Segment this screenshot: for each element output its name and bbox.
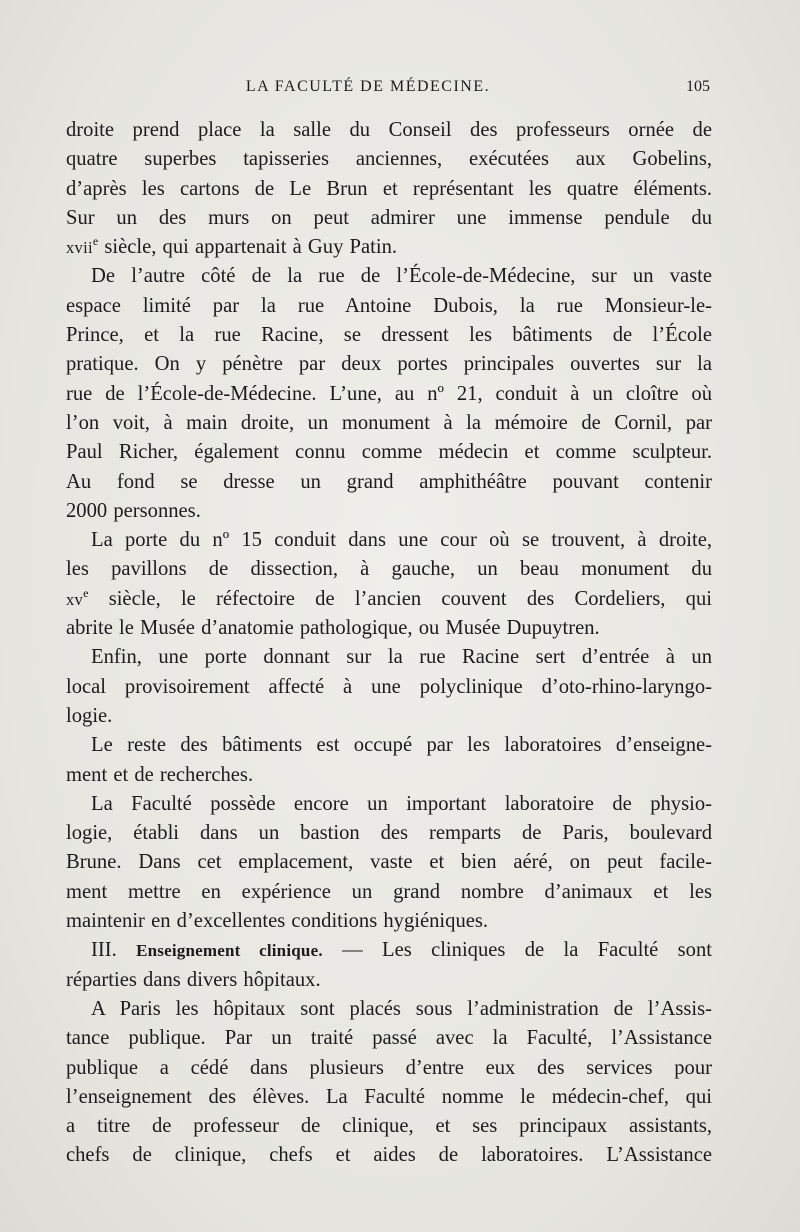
text-line: quatre superbes tapisseries anciennes, exécutées aux Gobelins,: [66, 148, 712, 171]
text-line: A Paris les hôpitaux sont placés sous l’administration de l’Assis-: [91, 997, 712, 1020]
text-line: [66, 233, 712, 262]
body-text: [66, 116, 712, 1171]
section-heading: Enseignement clinique.: [136, 941, 323, 961]
century-numeral: xvii: [66, 238, 93, 258]
text-line: La Faculté possède encore un important laboratoire de physio-: [91, 792, 712, 815]
paragraph: [66, 995, 712, 1171]
text-line: [66, 585, 712, 614]
text-line: a titre de professeur de clinique, et ses principaux assistants,: [66, 1115, 712, 1138]
section-number: III.: [91, 939, 117, 962]
paragraph: [66, 643, 712, 731]
text-line: maintenir en d’excellentes conditions hygiéniques.: [66, 910, 489, 933]
page-header: [66, 78, 710, 104]
text-line: rue de l’École-de-Médecine. L’une, au nº 21, conduit à un cloître où: [66, 382, 712, 405]
text-line: Paul Richer, également connu comme médecin et comme sculpteur.: [66, 441, 712, 464]
text-line: Sur un des murs on peut admirer une immense pendule du: [66, 206, 712, 229]
text-line: [66, 936, 712, 965]
text-line: De l’autre côté de la rue de l’École-de-Médecine, sur un vaste: [91, 265, 712, 288]
text-line: logie, établi dans un bastion des remparts de Paris, boulevard: [66, 822, 712, 845]
text-line: les pavillons de dissection, à gauche, un beau monument du: [66, 558, 712, 581]
paragraph: [66, 116, 712, 262]
text-line: l’on voit, à main droite, un monument à la mémoire de Cornil, par: [66, 411, 712, 434]
text-line: pratique. On y pénètre par deux portes principales ouvertes sur la: [66, 353, 712, 376]
text-line: Au fond se dresse un grand amphithéâtre pouvant contenir: [66, 470, 712, 493]
text-line: local provisoirement affecté à une polyclinique d’oto-rhino-laryngo-: [66, 675, 712, 698]
paragraph: [66, 731, 712, 790]
text-line: ment et de recherches.: [66, 763, 254, 786]
text-line: abrite le Musée d’anatomie pathologique, ou Musée Dupuytren.: [66, 617, 600, 640]
text-line: droite prend place la salle du Conseil des professeurs ornée de: [66, 119, 712, 141]
section-paragraph: [66, 936, 712, 995]
text-line: publique a cédé dans plusieurs d’entre eux des services pour: [66, 1056, 712, 1079]
text-line: Brune. Dans cet emplacement, vaste et bien aéré, on peut facile-: [66, 851, 712, 874]
paragraph: [66, 262, 712, 526]
text-line: La porte du nº 15 conduit dans une cour où se trouvent, à droite,: [91, 529, 712, 552]
text-line: réparties dans divers hôpitaux.: [66, 968, 321, 991]
text-line: 2000 personnes.: [66, 499, 201, 522]
text-fragment: — Les cliniques de la Faculté sont: [342, 939, 712, 962]
text-fragment: siècle, le réfectoire de l’ancien couvent des Cordeliers, qui: [108, 587, 712, 610]
text-fragment: siècle, qui appartenait à Guy Patin.: [104, 236, 398, 259]
text-line: d’après les cartons de Le Brun et représentant les quatre éléments.: [66, 177, 712, 200]
running-title: LA FACULTÉ DE MÉDECINE.: [245, 78, 491, 95]
text-line: logie.: [66, 704, 113, 727]
century-superscript: e: [92, 234, 99, 249]
paragraph: [66, 790, 712, 936]
text-line: Le reste des bâtiments est occupé par les laboratoires d’enseigne-: [91, 734, 712, 757]
text-line: Prince, et la rue Racine, se dressent les bâtiments de l’École: [66, 324, 712, 347]
century-superscript: e: [83, 585, 89, 600]
text-line: espace limité par la rue Antoine Dubois, la rue Monsieur-le-: [66, 294, 712, 317]
text-line: l’enseignement des élèves. La Faculté nomme le médecin-chef, qui: [66, 1085, 712, 1108]
text-line: chefs de clinique, chefs et aides de laboratoires. L’Assistance: [66, 1144, 712, 1167]
page-number: 105: [686, 78, 710, 95]
text-line: Enfin, une porte donnant sur la rue Racine sert d’entrée à un: [91, 646, 712, 669]
paragraph: [66, 526, 712, 643]
century-numeral: xv: [66, 589, 84, 609]
text-line: ment mettre en expérience un grand nombre d’animaux et les: [66, 880, 712, 903]
text-line: tance publique. Par un traité passé avec la Faculté, l’Assistance: [66, 1027, 712, 1050]
